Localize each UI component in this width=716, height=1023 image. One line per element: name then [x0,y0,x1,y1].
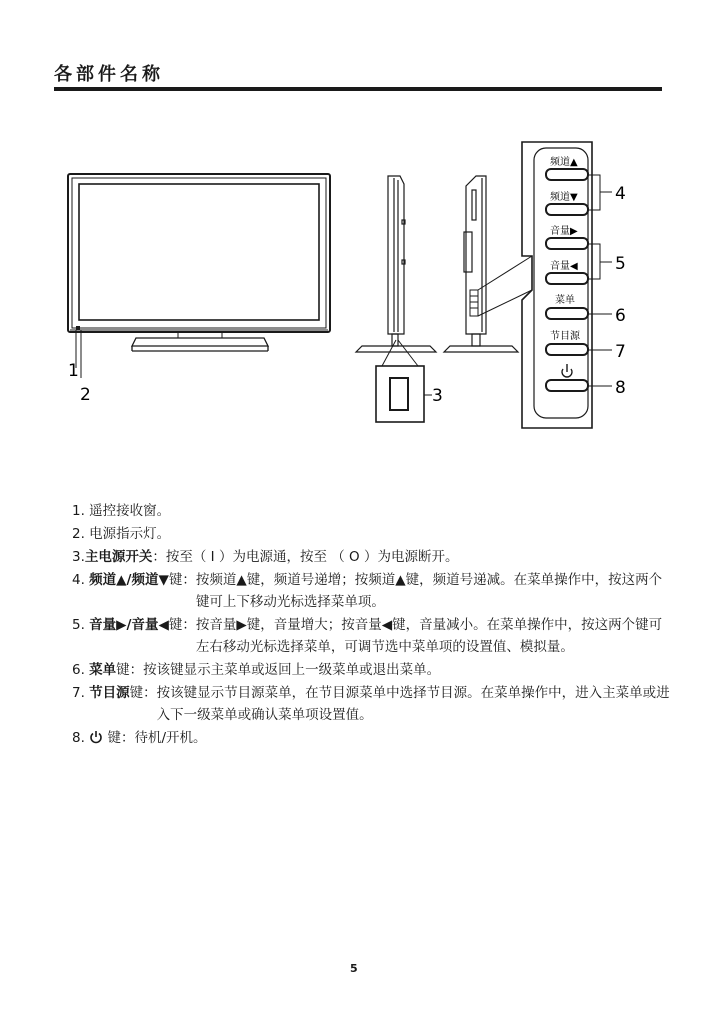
item-2-text: 2. 电源指示灯。 [72,526,171,542]
item-3-number: 3. [72,549,85,565]
item-7-key: 节目源 [89,685,130,701]
channel-up-label: 频道▲ [550,157,578,168]
item-4-body: 按频道▲键，频道号递增；按频道▲键，频道号递减。在菜单操作中，按这两个键可上下移动光标选择菜单项。 [195,572,663,610]
item-6-body: 按该键显示主菜单或返回上一级菜单或退出菜单。 [143,662,441,678]
volume-down-label: 音量◀ [550,261,578,272]
volume-up-label: 音量▶ [550,226,578,237]
source-label: 节目源 [550,331,580,342]
item-3-separator: ： [152,549,166,565]
list-item [72,682,672,726]
list-item [72,569,672,613]
power-icon [89,730,103,744]
item-8-suffix: 键： [103,730,135,746]
power-button[interactable] [546,364,588,391]
item-5-number: 5. [72,617,90,633]
item-7-number: 7. [72,685,90,701]
callout-7: 7 [615,342,626,362]
item-6-number: 6. [72,662,90,678]
callout-5: 5 [615,254,626,274]
callout-2: 2 [80,385,91,405]
list-item [72,523,672,545]
menu-button[interactable] [546,293,588,319]
parts-description-list [72,500,672,750]
callout-4: 4 [615,184,626,204]
item-4-number: 4. [72,572,90,588]
item-3-body: 按至（ I ）为电源通，按至 （ O ）为电源断开。 [165,549,459,565]
callout-1: 1 [68,361,79,381]
item-5-suffix: 键： [168,617,196,633]
item-8-number: 8. [72,730,90,746]
power-icon [562,364,572,377]
list-item [72,727,672,749]
item-8-body: 待机/开机。 [134,730,207,746]
callout-6: 6 [615,306,626,326]
item-5-key: 音量▶/音量◀ [89,617,169,633]
item-1-text: 1. 遥控接收窗。 [72,503,171,519]
item-5-body: 按音量▶键，音量增大；按音量◀键，音量减小。在菜单操作中，按这两个键可左右移动光标选择菜单，可调节选中菜单项的设置值、模拟量。 [195,617,663,655]
list-item [72,659,672,681]
callout-8: 8 [615,378,626,398]
channel-down-button[interactable] [546,190,588,215]
page-number: 5 [350,962,358,975]
item-4-suffix: 键： [168,572,196,588]
item-7-suffix: 键： [129,685,157,701]
tv-side-view-right [444,176,518,352]
item-4-key: 频道▲/频道▼ [89,572,169,588]
source-button[interactable] [546,329,588,355]
volume-down-button[interactable] [546,259,588,284]
callout-3: 3 [432,386,443,406]
list-item [72,546,672,568]
volume-up-button[interactable] [546,224,588,249]
tv-side-view-left [356,176,436,352]
item-6-suffix: 键： [116,662,144,678]
tv-front-view [68,174,330,351]
list-item [72,614,672,658]
parts-diagram [0,0,716,460]
item-3-key: 主电源开关 [84,549,153,565]
item-6-key: 菜单 [89,662,117,678]
item-7-body: 按该键显示节目源菜单，在节目源菜单中选择节目源。在菜单操作中，进入主菜单或进入下一级菜单或确认菜单项设置值。 [156,685,670,723]
channel-up-button[interactable] [546,155,588,180]
page-title: 各部件名称 [54,64,164,85]
list-item [72,500,672,522]
menu-label: 菜单 [555,295,575,306]
channel-down-label: 频道▼ [550,192,578,203]
ir-receiver-window [76,326,80,330]
